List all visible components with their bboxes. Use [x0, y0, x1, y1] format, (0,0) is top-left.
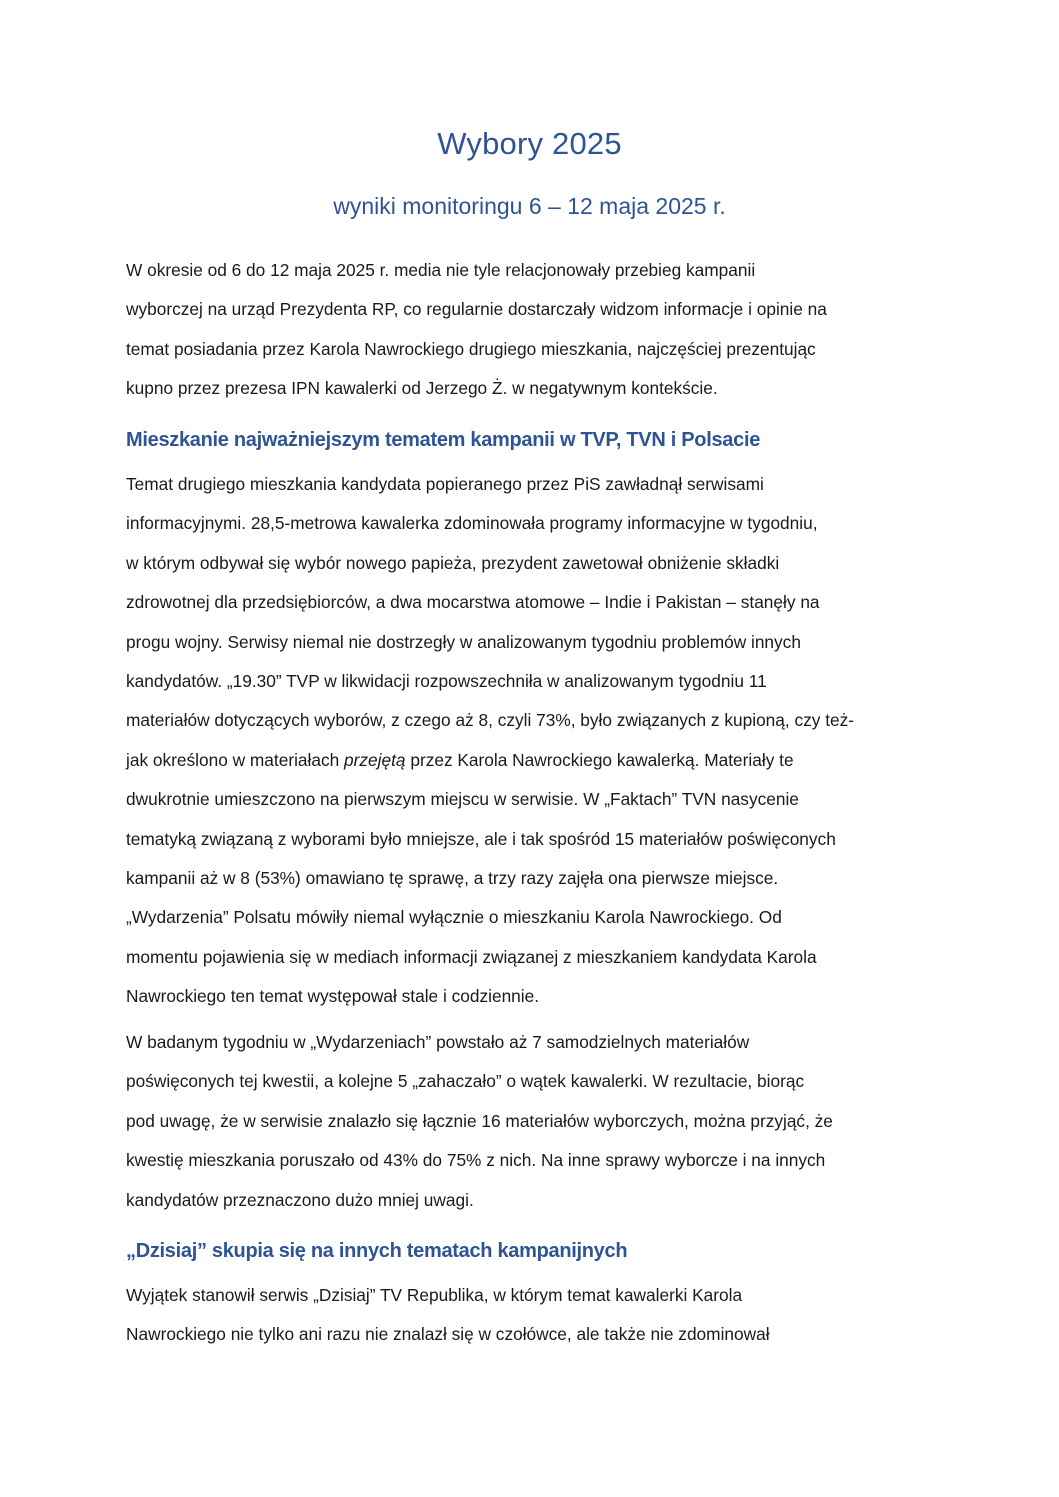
- document-subtitle: wyniki monitoringu 6 – 12 maja 2025 r.: [333, 193, 726, 219]
- text-line-with-emphasis: [126, 741, 946, 780]
- text-line: poświęconych tej kwestii, a kolejne 5 „zahaczało” o wątek kawalerki. W rezultacie, biorąc: [126, 1071, 805, 1092]
- text-line: Temat drugiego mieszkania kandydata popieranego przez PiS zawładnął serwisami: [126, 474, 764, 494]
- intro-paragraph: [126, 251, 946, 409]
- text-line: Nawrockiego nie tylko ani razu nie znalazł się w czołówce, ale także nie zdominował: [126, 1324, 770, 1345]
- text-line: materiałów dotyczących wyborów, z czego aż 8, czyli 73%, było związanych z kupioną, czy też-: [126, 710, 855, 731]
- text-line: W badanym tygodniu w „Wydarzeniach” powstało aż 7 samodzielnych materiałów: [126, 1032, 750, 1052]
- text-line: pod uwagę, że w serwisie znalazło się łącznie 16 materiałów wyborczych, można przyjąć, że: [126, 1110, 833, 1131]
- text-line: Wyjątek stanowił serwis „Dzisiaj” TV Republika, w którym temat kawalerki Karola: [126, 1285, 743, 1305]
- section2-paragraph1: [126, 1276, 946, 1355]
- italic-emphasis: przejętą: [344, 749, 406, 770]
- text-line: kandydatów przeznaczono dużo mniej uwagi.: [126, 1189, 474, 1210]
- text-line: kwestię mieszkania poruszało od 43% do 75% z nich. Na inne sprawy wyborcze i na innych: [126, 1150, 826, 1171]
- text-line: W okresie od 6 do 12 maja 2025 r. media nie tyle relacjonowały przebieg kampanii: [126, 260, 756, 280]
- document-title: Wybory 2025: [437, 126, 622, 161]
- text-line: progu wojny. Serwisy niemal nie dostrzegły w analizowanym tygodniu problemów innych: [126, 631, 801, 652]
- text-segment: przez Karola Nawrockiego kawalerką. Materiały te: [405, 749, 794, 770]
- section-heading-apartment: Mieszkanie najważniejszym tematem kampanii w TVP, TVN i Polsacie: [126, 429, 761, 451]
- text-line: wyborczej na urząd Prezydenta RP, co regularnie dostarczały widzom informacje i opinie na: [126, 299, 827, 320]
- text-line: zdrowotnej dla przedsiębiorców, a dwa mocarstwa atomowe – Indie i Pakistan – stanęły na: [126, 592, 820, 613]
- text-line: dwukrotnie umieszczono na pierwszym miejscu w serwisie. W „Faktach” TVN nasycenie: [126, 789, 799, 810]
- text-line: momentu pojawienia się w mediach informacji związanej z mieszkaniem kandydata Karola: [126, 946, 817, 967]
- text-line: kandydatów. „19.30” TVP w likwidacji rozpowszechniła w analizowanym tygodniu 11: [126, 670, 767, 691]
- text-segment: jak określono w materiałach: [126, 749, 345, 770]
- text-line: kampanii aż w 8 (53%) omawiano tę sprawę, a trzy razy zajęła ona pierwsze miejsce.: [126, 867, 779, 888]
- text-line: kupno przez prezesa IPN kawalerki od Jerzego Ż. w negatywnym kontekście.: [126, 378, 718, 399]
- text-line: temat posiadania przez Karola Nawrockiego drugiego mieszkania, najczęściej prezentując: [126, 338, 816, 359]
- text-line: „Wydarzenia” Polsatu mówiły niemal wyłącznie o mieszkaniu Karola Nawrockiego. Od: [126, 907, 782, 928]
- text-line: w którym odbywał się wybór nowego papieża, prezydent zawetował obniżenie składki: [126, 552, 780, 573]
- section-heading-dzisiaj: „Dzisiaj” skupia się na innych tematach kampanijnych: [126, 1240, 628, 1262]
- text-line: tematyką związaną z wyborami było mniejsze, ale i tak spośród 15 materiałów poświęconych: [126, 828, 836, 849]
- section1-paragraph1: [126, 465, 946, 1016]
- section1-paragraph2: [126, 1023, 946, 1220]
- text-line: informacyjnymi. 28,5-metrowa kawalerka zdominowała programy informacyjne w tygodniu,: [126, 513, 818, 534]
- text-line: Nawrockiego ten temat występował stale i codziennie.: [126, 986, 540, 1007]
